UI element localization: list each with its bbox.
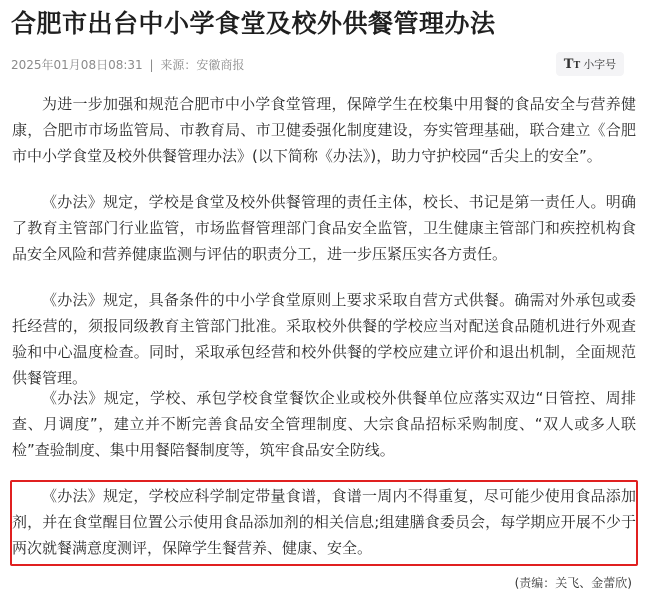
font-size-toggle-button[interactable]	[556, 52, 624, 76]
article-paragraph-1: 为进一步加强和规范合肥市中小学食堂管理，保障学生在校集中用餐的食品安全与营养健康，合肥市市场监管局、市教育局、市卫健委强化制度建设，夯实管理基础，联合建立《合肥市中小学食堂及校外供餐管理办法》(以下简称《办法》)，助力守护校园“舌尖上的安全”。	[12, 95, 636, 165]
article-meta	[11, 56, 244, 73]
meta-separator: |	[149, 58, 154, 72]
article-title: 合肥市出台中小学食堂及校外供餐管理办法	[11, 9, 496, 38]
article-paragraph-2: 《办法》规定，学校是食堂及校外供餐管理的责任主体，校长、书记是第一责任人。明确了教育主管部门行业监管，市场监督管理部门食品安全监管，卫生健康主管部门和疾控机构食品安全风险和营养健康监测与评估的职责分工，进一步压紧压实各方责任。	[12, 193, 636, 263]
editor-credit: (责编：关飞、金蕾欣)	[514, 576, 632, 590]
text-size-icon: TT	[563, 56, 581, 72]
article-source: 来源：安徽商报	[160, 58, 245, 72]
font-size-label: 小字号	[583, 58, 617, 71]
article-paragraph-3: 《办法》规定，具备条件的中小学食堂原则上要求采取自营方式供餐。确需对外承包或委托经营的，须报同级教育主管部门批准。采取校外供餐的学校应当对配送食品随机进行外观查验和中心温度检查。同时，采取承包经营和校外供餐的学校应建立评价和退出机制，全面规范供餐管理。	[12, 291, 636, 387]
highlight-annotation-box	[10, 480, 638, 566]
article-paragraph-4: 《办法》规定，学校、承包学校食堂餐饮企业或校外供餐单位应落实双边“日管控、周排查、月调度”，建立并不断完善食品安全管理制度、大宗食品招标采购制度、“双人或多人联检”查验制度、集中用餐陪餐制度等，筑牢食品安全防线。	[12, 389, 636, 459]
article-paragraph-5: 《办法》规定，学校应科学制定带量食谱，食谱一周内不得重复，尽可能少使用食品添加剂，并在食堂醒目位置公示使用食品添加剂的相关信息;组建膳食委员会，每学期应开展不少于两次就餐满意度测评，保障学生餐营养、健康、安全。	[12, 487, 636, 557]
publish-datetime: 2025年01月08日08:31	[11, 58, 143, 72]
